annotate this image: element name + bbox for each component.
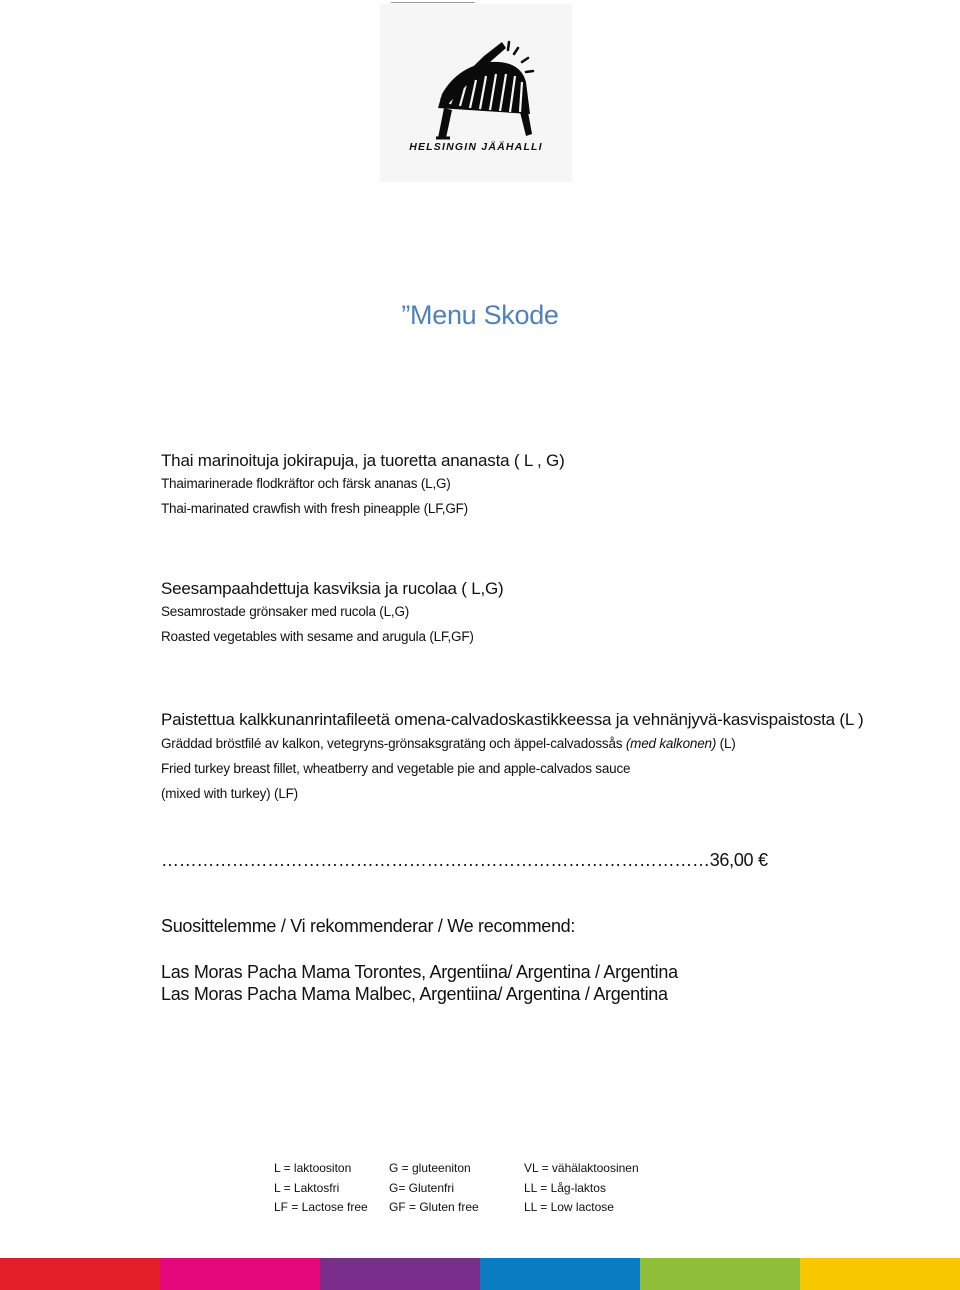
color-bar-footer	[0, 1258, 960, 1290]
dish-1	[161, 450, 941, 518]
legend-cell: G= Glutenfri	[389, 1180, 455, 1195]
dish-name-en-note: (mixed with turkey) (LF)	[161, 786, 298, 801]
legend-cell: L = laktoositon	[274, 1161, 352, 1175]
wine-item: Las Moras Pacha Mama Torontes, Argentiina/ Argentina / Argentina	[161, 962, 678, 982]
diet-legend	[274, 1159, 639, 1218]
piano-logo-icon	[380, 4, 572, 182]
legend-cell: LL = Låg-laktos	[524, 1180, 606, 1195]
dish-name-sv: Thaimarinerade flodkräftor och färsk ananas (L,G)	[161, 476, 451, 491]
legend-row-sv	[274, 1179, 639, 1199]
dish-2	[161, 578, 941, 646]
logo	[380, 4, 572, 182]
color-bar-segment	[160, 1258, 320, 1290]
legend-cell: LL = Low lactose	[524, 1200, 614, 1214]
dish-name-fi: Seesampaahdettuja kasviksia ja rucolaa ( L,G)	[161, 579, 504, 598]
color-bar-segment	[480, 1258, 640, 1290]
top-rule	[391, 2, 475, 3]
wine-item: Las Moras Pacha Mama Malbec, Argentiina/ Argentina / Argentina	[161, 984, 668, 1004]
dish-name-sv: Sesamrostade grönsaker med rucola (L,G)	[161, 604, 410, 619]
legend-cell: LF = Lactose free	[274, 1200, 368, 1214]
price-line: …………………………………………………………………………………36,00 €	[161, 850, 768, 870]
legend-row-en	[274, 1198, 639, 1218]
dish-name-sv: Gräddad bröstfilé av kalkon, vetegryns-grönsaksgratäng och äppel-calvadossås (med kalkonen) (L)	[161, 736, 736, 751]
legend-cell: VL = vähälaktoosinen	[524, 1161, 639, 1175]
legend-cell: GF = Gluten free	[389, 1200, 479, 1214]
wine-list	[161, 961, 678, 1005]
dish-name-en: Fried turkey breast fillet, wheatberry and vegetable pie and apple-calvados sauce	[161, 761, 631, 776]
legend-cell: L = Laktosfri	[274, 1180, 340, 1195]
legend-row-fi	[274, 1159, 639, 1179]
dish-name-fi: Thai marinoituja jokirapuja, ja tuoretta ananasta ( L , G)	[161, 451, 565, 470]
color-bar-segment	[800, 1258, 960, 1290]
dish-name-fi: Paistettua kalkkunanrintafileetä omena-calvadoskastikkeessa ja vehnänjyvä-kasvispaistosta (L )	[161, 710, 864, 729]
svg-text:HELSINGIN JÄÄHALLI: HELSINGIN JÄÄHALLI	[409, 141, 543, 153]
recommend-heading: Suosittelemme / Vi rekommenderar / We recommend:	[161, 916, 576, 936]
dish-name-en: Roasted vegetables with sesame and arugula (LF,GF)	[161, 629, 474, 644]
color-bar-segment	[320, 1258, 480, 1290]
menu-title: ”Menu Skode	[401, 300, 559, 330]
color-bar-segment	[0, 1258, 160, 1290]
color-bar-segment	[640, 1258, 800, 1290]
dish-3	[161, 709, 941, 803]
legend-cell: G = gluteeniton	[389, 1161, 471, 1175]
dish-name-en: Thai-marinated crawfish with fresh pineapple (LF,GF)	[161, 501, 468, 516]
